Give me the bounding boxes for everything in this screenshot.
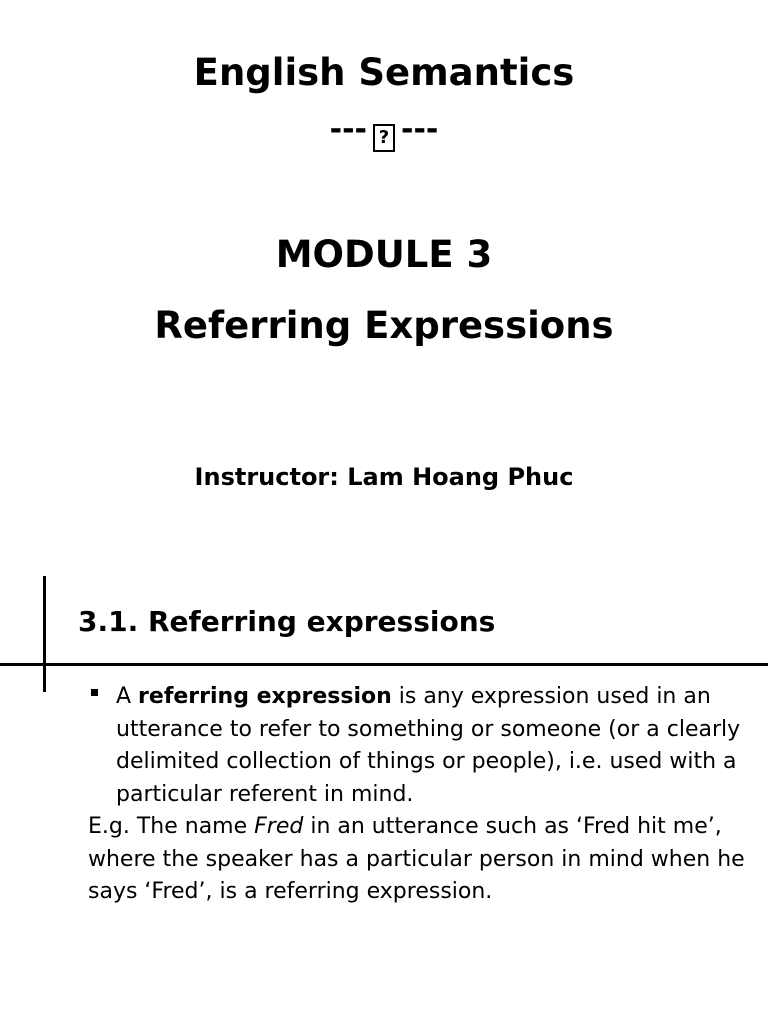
- definition-text: is any expression used in an utterance to refer to something or someone (or a clearly delimited collection of things or people), i.e. used with a particular referent in mind.: [116, 684, 741, 807]
- vertical-divider: [43, 576, 46, 692]
- instructor-line: Instructor: Lam Hoang Phuc: [194, 463, 574, 491]
- definition-term: referring expression: [138, 684, 392, 709]
- example-name: Fred: [254, 814, 304, 839]
- example-paragraph: [88, 811, 758, 909]
- bullet-square-icon: [91, 689, 98, 696]
- example-text: in an utterance such as ‘Fred hit me’, where the speaker has a particular person in mind when he says ‘Fred’, is a referring expression.: [88, 814, 745, 904]
- course-title: English Semantics: [193, 51, 575, 94]
- section-heading: 3.1. Referring expressions: [78, 605, 496, 638]
- ornament-dashes-right: ---: [401, 112, 439, 147]
- missing-glyph-icon: ?: [373, 124, 395, 152]
- definition-bullet: [116, 681, 756, 811]
- title-ornament: [0, 112, 768, 152]
- definition-prefix: A: [116, 684, 139, 709]
- example-prefix: E.g. The name: [88, 814, 255, 839]
- horizontal-divider: [0, 663, 768, 666]
- module-number: MODULE 3: [275, 233, 493, 276]
- ornament-dashes-left: ---: [329, 112, 367, 147]
- module-title: Referring Expressions: [154, 304, 614, 347]
